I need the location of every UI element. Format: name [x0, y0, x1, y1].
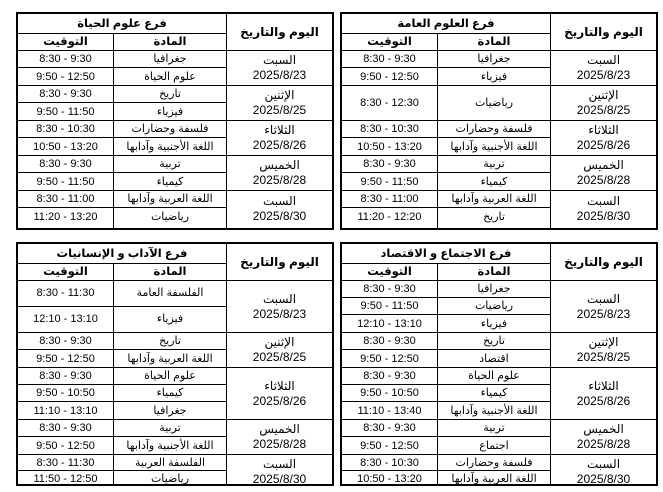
- table-row: [342, 455, 550, 471]
- subject-header: المادة: [114, 34, 226, 51]
- exam-subject: اللغة العربية وآدابها: [127, 352, 213, 365]
- exam-time: 10:50 - 13:20: [33, 140, 98, 153]
- day-name: الإثنين: [588, 335, 619, 349]
- day-block: [342, 368, 656, 420]
- table-row: [342, 51, 550, 68]
- exam-time: 8:30 - 9:30: [363, 370, 416, 382]
- exam-time: 9:50 - 11:50: [36, 175, 95, 188]
- day-date-cell: [227, 420, 332, 454]
- table-row: [18, 191, 226, 208]
- exam-time: 9:50 - 12:50: [360, 352, 419, 365]
- day-date-cell: [551, 455, 656, 488]
- column-divider: [113, 264, 114, 484]
- table-row: [18, 333, 226, 350]
- table-row: [342, 333, 550, 350]
- day-block: [18, 191, 332, 226]
- exam-time: 11:20 - 13:20: [33, 210, 98, 223]
- exam-date: 2025/8/23: [576, 306, 631, 321]
- exam-time: 9:50 - 12:50: [36, 352, 95, 365]
- exam-time: 9:50 - 11:50: [36, 105, 95, 118]
- day-date-header: اليوم والتاريخ: [551, 14, 656, 51]
- table-row: [18, 437, 226, 454]
- exam-subject: اللغة الأجنبية وآدابها: [450, 140, 538, 153]
- exam-date: 2025/8/25: [252, 350, 307, 364]
- day-date-cell: [227, 51, 332, 85]
- table-row: [342, 385, 550, 402]
- table-row: [18, 68, 226, 85]
- exam-subject: كيمياء: [156, 175, 184, 188]
- day-date-cell: [551, 368, 656, 419]
- table-row: [342, 471, 550, 487]
- exam-subject: كيمياء: [480, 175, 508, 188]
- column-divider: [550, 244, 551, 484]
- table-row: [342, 368, 550, 385]
- exam-time: 9:50 - 11:50: [360, 175, 419, 188]
- exam-subject: رياضيات: [150, 210, 190, 223]
- exam-date: 2025/8/28: [252, 173, 307, 187]
- exam-subject: فيزياء: [480, 70, 508, 83]
- exam-subject: فيزياء: [156, 105, 184, 118]
- exam-time: 9:50 - 10:50: [36, 387, 95, 399]
- exam-subject: تربية: [159, 158, 181, 170]
- time-header: التوقيت: [342, 34, 437, 51]
- exam-subject: اللغة العربية وآدابها: [127, 193, 213, 205]
- table-row: [342, 156, 550, 173]
- exam-subject: اقتصاد: [479, 352, 509, 365]
- day-name: السبت: [586, 193, 621, 208]
- exam-subject: علوم الحياة: [144, 70, 196, 83]
- branch-title: فرع العلوم العامة: [342, 14, 550, 34]
- exam-date: 2025/8/26: [576, 138, 631, 152]
- day-name: السبت: [262, 53, 297, 67]
- exam-time: 8:30 - 9:30: [363, 283, 416, 295]
- exam-subject: الفلسفة العامة: [136, 287, 204, 300]
- time-header: التوقيت: [18, 34, 113, 51]
- exam-time: 8:30 - 9:30: [39, 422, 92, 434]
- subject-header: المادة: [438, 34, 550, 51]
- table-row: [18, 86, 226, 103]
- table-row: [342, 138, 550, 155]
- day-name: الإثنين: [264, 335, 295, 349]
- table-row: [342, 350, 550, 367]
- exam-subject: اجتماع: [479, 439, 509, 452]
- table-row: [18, 350, 226, 367]
- day-block: [342, 455, 656, 488]
- branch-title: فرع الآداب و الإنسانيات: [18, 244, 226, 264]
- table-row: [342, 191, 550, 208]
- day-block: [18, 121, 332, 156]
- table-row: [342, 121, 550, 138]
- exam-subject: علوم الحياة: [144, 370, 196, 382]
- table-row: [342, 298, 550, 315]
- day-name: السبت: [262, 456, 297, 471]
- exam-time: 9:50 - 12:50: [360, 439, 419, 452]
- table-row: [342, 173, 550, 190]
- day-block: [342, 191, 656, 226]
- exam-date: 2025/8/26: [576, 393, 631, 408]
- exam-time: 8:30 - 9:30: [363, 158, 416, 170]
- exam-subject: تاريخ: [483, 335, 505, 347]
- exam-time: 10:50 - 13:20: [357, 140, 422, 153]
- exam-subject: رياضيات: [474, 97, 514, 109]
- exam-subject: تاريخ: [159, 335, 181, 347]
- day-block: [342, 86, 656, 121]
- column-divider: [226, 244, 227, 484]
- table-row: [18, 402, 226, 419]
- table-row: [18, 208, 226, 225]
- table-row: [18, 455, 226, 471]
- day-block: [342, 51, 656, 86]
- exam-subject: تاريخ: [483, 210, 505, 223]
- table-row: [342, 86, 550, 120]
- day-name: الثلاثاء: [264, 378, 295, 393]
- day-date-cell: [227, 281, 332, 332]
- exam-date: 2025/8/25: [252, 103, 307, 117]
- exam-time: 8:30 - 11:00: [36, 193, 95, 205]
- table-row: [18, 385, 226, 402]
- day-date-cell: [227, 86, 332, 120]
- day-name: السبت: [586, 456, 621, 471]
- day-date-cell: [551, 191, 656, 226]
- exam-time: 8:30 - 9:30: [39, 53, 92, 65]
- day-date-cell: [551, 420, 656, 454]
- day-date-cell: [551, 121, 656, 155]
- day-block: [18, 333, 332, 368]
- column-divider: [437, 264, 438, 484]
- day-date-cell: [227, 455, 332, 488]
- day-block: [18, 51, 332, 86]
- table-row: [342, 208, 550, 225]
- day-name: السبت: [586, 291, 621, 306]
- exam-subject: تربية: [483, 422, 505, 434]
- exam-time: 11:10 - 13:40: [357, 404, 422, 417]
- day-block: [18, 368, 332, 420]
- exam-subject: اللغة الأجنبية وآدابها: [126, 439, 214, 452]
- exam-subject: علوم الحياة: [468, 370, 520, 382]
- exam-time: 11:10 - 13:10: [33, 404, 98, 417]
- day-name: الإثنين: [264, 88, 295, 102]
- subject-header: المادة: [114, 264, 226, 281]
- exam-subject: جغرافيا: [153, 404, 187, 417]
- day-date-header: اليوم والتاريخ: [227, 14, 332, 51]
- day-name: السبت: [262, 291, 297, 306]
- exam-subject: الفلسفة العربية: [135, 456, 206, 469]
- exam-time: 12:10 - 13:10: [33, 313, 98, 326]
- exam-time: 8:30 - 12:30: [360, 97, 419, 109]
- day-date-cell: [551, 333, 656, 367]
- exam-subject: فلسفة وحضارات: [455, 123, 533, 135]
- exam-subject: اللغة الأجنبية وآدابها: [126, 140, 214, 153]
- exam-subject: رياضيات: [474, 300, 514, 312]
- column-divider: [437, 34, 438, 228]
- exam-time: 8:30 - 10:30: [360, 123, 419, 135]
- day-name: السبت: [586, 53, 621, 67]
- day-date-cell: [551, 86, 656, 120]
- exam-date: 2025/8/30: [252, 208, 307, 223]
- exam-date: 2025/8/30: [252, 471, 307, 486]
- exam-date: 2025/8/25: [576, 103, 631, 117]
- exam-subject: فلسفة وحضارات: [455, 456, 533, 469]
- branch-title: فرع علوم الحياة: [18, 14, 226, 34]
- exam-time: 8:30 - 11:30: [36, 287, 95, 300]
- exam-time: 9:50 - 12:50: [360, 70, 419, 83]
- exam-subject: اللغة العربية وآدابها: [451, 193, 537, 205]
- table-row: [342, 420, 550, 437]
- exam-time: 9:50 - 12:50: [36, 70, 95, 83]
- exam-subject: كيمياء: [480, 387, 508, 399]
- exam-time: 8:30 - 9:30: [363, 53, 416, 65]
- table-row: [18, 138, 226, 155]
- day-name: الخميس: [259, 422, 300, 436]
- day-block: [18, 281, 332, 333]
- table-row: [342, 437, 550, 454]
- exam-time: 11:50 - 12:50: [33, 473, 98, 485]
- table-row: [18, 471, 226, 487]
- table-row: [18, 103, 226, 120]
- exam-subject: تربية: [159, 422, 181, 434]
- exam-time: 8:30 - 11:30: [36, 456, 95, 469]
- day-name: الخميس: [583, 158, 624, 172]
- day-date-header: اليوم والتاريخ: [551, 244, 656, 281]
- exam-date: 2025/8/26: [252, 393, 307, 408]
- exam-time: 8:30 - 9:30: [39, 88, 92, 100]
- schedule-table-life-science: [16, 12, 334, 230]
- exam-date: 2025/8/30: [576, 208, 631, 223]
- time-header: التوقيت: [342, 264, 437, 281]
- table-row: [342, 402, 550, 419]
- day-date-cell: [227, 121, 332, 155]
- time-header: التوقيت: [18, 264, 113, 281]
- table-row: [18, 121, 226, 138]
- exam-time: 8:30 - 9:30: [363, 422, 416, 434]
- column-divider: [226, 14, 227, 228]
- table-row: [18, 281, 226, 307]
- day-block: [18, 420, 332, 455]
- day-date-cell: [551, 281, 656, 332]
- exam-time: 9:50 - 12:50: [36, 439, 95, 452]
- day-block: [18, 156, 332, 191]
- exam-time: 8:30 - 10:30: [360, 456, 419, 469]
- exam-subject: رياضيات: [150, 473, 190, 485]
- table-row: [18, 307, 226, 333]
- exam-time: 9:50 - 11:50: [360, 300, 419, 312]
- exam-time: 8:30 - 9:30: [39, 158, 92, 170]
- exam-time: 10:50 - 13:20: [357, 473, 422, 485]
- exam-subject: فيزياء: [480, 317, 508, 330]
- day-date-header: اليوم والتاريخ: [227, 244, 332, 281]
- table-row: [18, 420, 226, 437]
- exam-date: 2025/8/28: [576, 173, 631, 187]
- day-name: الخميس: [259, 158, 300, 172]
- table-row: [18, 51, 226, 68]
- schedule-table-general-science: [340, 12, 658, 230]
- branch-title: فرع الاجتماع و الاقتصاد: [342, 244, 550, 264]
- day-date-cell: [227, 191, 332, 226]
- exam-date: 2025/8/25: [576, 350, 631, 364]
- exam-date: 2025/8/23: [576, 68, 631, 82]
- exam-time: 8:30 - 9:30: [39, 335, 92, 347]
- day-date-cell: [227, 156, 332, 190]
- exam-subject: تربية: [483, 158, 505, 170]
- exam-subject: جغرافيا: [477, 53, 511, 65]
- schedule-table-sociology-economics: [340, 242, 658, 486]
- day-block: [18, 455, 332, 488]
- exam-time: 8:30 - 9:30: [363, 335, 416, 347]
- day-block: [342, 420, 656, 455]
- exam-time: 12:10 - 13:10: [357, 317, 422, 330]
- exam-date: 2025/8/23: [252, 306, 307, 321]
- exam-subject: فلسفة وحضارات: [131, 123, 209, 135]
- day-block: [342, 156, 656, 191]
- exam-subject: اللغة الأجنبية وآدابها: [450, 404, 538, 417]
- schedule-table-literature-humanities: [16, 242, 334, 486]
- day-block: [342, 121, 656, 156]
- day-date-cell: [551, 51, 656, 85]
- day-name: الإثنين: [588, 88, 619, 102]
- exam-time: 9:50 - 10:50: [360, 387, 419, 399]
- day-name: الثلاثاء: [588, 378, 619, 393]
- exam-time: 8:30 - 11:00: [360, 193, 419, 205]
- table-row: [342, 315, 550, 332]
- exam-subject: فيزياء: [156, 313, 184, 326]
- day-block: [342, 333, 656, 368]
- exam-date: 2025/8/26: [252, 138, 307, 152]
- day-name: الثلاثاء: [264, 123, 295, 137]
- column-divider: [550, 14, 551, 228]
- day-block: [18, 86, 332, 121]
- day-date-cell: [227, 368, 332, 419]
- table-row: [342, 281, 550, 298]
- table-row: [342, 68, 550, 85]
- exam-subject: تاريخ: [159, 88, 181, 100]
- subject-header: المادة: [438, 264, 550, 281]
- exam-date: 2025/8/28: [252, 437, 307, 451]
- exam-subject: جغرافيا: [153, 53, 187, 65]
- exam-time: 8:30 - 9:30: [39, 370, 92, 382]
- exam-time: 11:20 - 12:20: [357, 210, 422, 223]
- exam-subject: جغرافيا: [477, 283, 511, 295]
- day-block: [342, 281, 656, 333]
- day-name: الثلاثاء: [588, 123, 619, 137]
- exam-date: 2025/8/23: [252, 68, 307, 82]
- day-date-cell: [227, 333, 332, 367]
- table-row: [18, 156, 226, 173]
- table-row: [18, 173, 226, 190]
- day-name: السبت: [262, 193, 297, 208]
- exam-date: 2025/8/30: [576, 471, 631, 486]
- exam-time: 8:30 - 10:30: [36, 123, 95, 135]
- exam-subject: كيمياء: [156, 387, 184, 399]
- table-row: [18, 368, 226, 385]
- exam-date: 2025/8/28: [576, 437, 631, 451]
- day-name: الخميس: [583, 422, 624, 436]
- day-date-cell: [551, 156, 656, 190]
- column-divider: [113, 34, 114, 228]
- exam-subject: اللغة العربية وآدابها: [451, 473, 537, 485]
